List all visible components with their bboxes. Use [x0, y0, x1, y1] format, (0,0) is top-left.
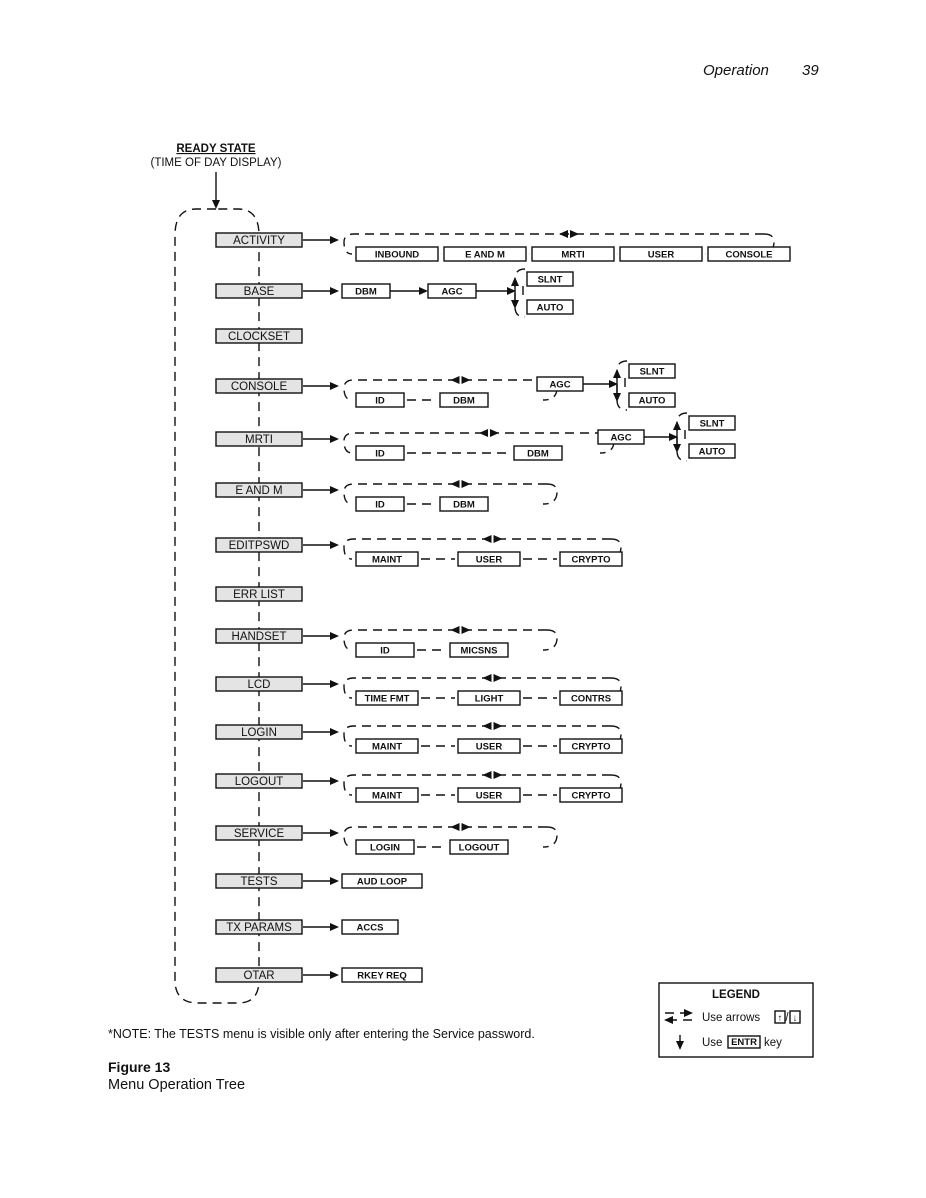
menu-label-base: BASE: [243, 286, 275, 298]
submenu-label-console: CONSOLE: [725, 249, 773, 261]
header-page-number: 39: [802, 62, 819, 79]
ready-state-subtitle: (TIME OF DAY DISPLAY): [150, 157, 282, 169]
submenu-label-id: ID: [375, 499, 385, 511]
submenu-label-crypto: CRYPTO: [571, 741, 611, 753]
submenu-label-user: USER: [475, 790, 503, 802]
submenu-label-id: ID: [375, 395, 385, 407]
menu-connector-arrow-mrti: [330, 435, 339, 443]
submenu-label-maint: MAINT: [371, 554, 403, 566]
submenu-label-auto: AUTO: [638, 395, 666, 407]
submenu-label-dbm: DBM: [527, 448, 549, 460]
submenu-label-light: LIGHT: [474, 693, 504, 705]
submenu-label-crypto: CRYPTO: [571, 790, 611, 802]
submenu-label-user: USER: [647, 249, 675, 261]
submenu-loop-right-e-and-m: [543, 484, 557, 504]
legend-enter-suffix: key: [764, 1037, 782, 1049]
menu-label-tests: TESTS: [240, 876, 278, 888]
loop-arrow-right-mrti: [490, 429, 499, 437]
menu-connector-arrow-activity: [330, 236, 339, 244]
menu-connector-arrow-tx-params: [330, 923, 339, 931]
submenu-label-contrs: CONTRS: [570, 693, 612, 705]
menu-label-console: CONSOLE: [230, 381, 288, 393]
menu-label-logout: LOGOUT: [234, 776, 284, 788]
branch-up-arrow: [613, 369, 621, 378]
legend-arrows-text: Use arrows: [702, 1012, 761, 1024]
ready-state-title: READY STATE: [176, 143, 256, 155]
submenu-label-agc: AGC: [441, 286, 463, 298]
loop-arrow-right-login: [494, 722, 503, 730]
menu-connector-arrow-handset: [330, 632, 339, 640]
submenu-label-crypto: CRYPTO: [571, 554, 611, 566]
menu-connector-arrow-service: [330, 829, 339, 837]
submenu-label-micsns: MICSNS: [460, 645, 498, 657]
submenu-label-auto: AUTO: [698, 446, 726, 458]
menu-label-clockset: CLOCKSET: [228, 331, 290, 343]
submenu-label-login: LOGIN: [369, 842, 401, 854]
menu-connector-arrow-lcd: [330, 680, 339, 688]
loop-arrow-right-editpswd: [494, 535, 503, 543]
submenu-label-auto: AUTO: [536, 302, 564, 314]
menu-label-tx-params: TX PARAMS: [226, 922, 292, 934]
loop-arrow-left-activity: [559, 230, 568, 238]
loop-arrow-left-service: [451, 823, 460, 831]
submenu-label-user: USER: [475, 554, 503, 566]
branch-up-arrow: [511, 277, 519, 286]
loop-arrow-right-e-and-m: [462, 480, 471, 488]
header-section-title: Operation: [703, 62, 769, 79]
branch-up-arrow: [673, 421, 681, 430]
submenu-label-id: ID: [380, 645, 390, 657]
loop-arrow-right-console: [462, 376, 471, 384]
menu-label-otar: OTAR: [243, 970, 275, 982]
loop-arrow-left-mrti: [479, 429, 488, 437]
branch-down-arrow: [511, 300, 519, 309]
branch-down-arrow: [613, 393, 621, 402]
menu-connector-arrow-console: [330, 382, 339, 390]
submenu-label-dbm: DBM: [453, 395, 475, 407]
loop-arrow-left-lcd: [483, 674, 492, 682]
loop-arrow-right-service: [462, 823, 471, 831]
submenu-label-agc: AGC: [610, 432, 632, 444]
menu-label-lcd: LCD: [247, 679, 271, 691]
menu-connector-arrow-login: [330, 728, 339, 736]
menu-label-service: SERVICE: [233, 828, 285, 840]
loop-arrow-left-console: [451, 376, 460, 384]
submenu-label-slnt: SLNT: [639, 366, 665, 378]
menu-label-handset: HANDSET: [231, 631, 287, 643]
submenu-label-aud-loop: AUD LOOP: [356, 876, 408, 888]
loop-arrow-left-logout: [483, 771, 492, 779]
menu-connector-arrow-base: [330, 287, 339, 295]
loop-arrow-right-handset: [462, 626, 471, 634]
submenu-label-logout: LOGOUT: [458, 842, 500, 854]
tests-menu-note: *NOTE: The TESTS menu is visible only after entering the Service password.: [108, 1027, 535, 1041]
menu-connector-arrow-tests: [330, 877, 339, 885]
chain-connector-arrow: [419, 287, 428, 295]
figure-caption: Menu Operation Tree: [108, 1077, 246, 1093]
menu-label-activity: ACTIVITY: [233, 235, 285, 247]
menu-label-editpswd: EDITPSWD: [228, 540, 290, 552]
menu-label-err-list: ERR LIST: [233, 589, 285, 601]
submenu-label-mrti: MRTI: [561, 249, 585, 261]
submenu-label-user: USER: [475, 741, 503, 753]
loop-arrow-right-activity: [570, 230, 579, 238]
loop-arrow-left-login: [483, 722, 492, 730]
submenu-label-maint: MAINT: [371, 790, 403, 802]
submenu-label-dbm: DBM: [355, 286, 377, 298]
submenu-label-inbound: INBOUND: [374, 249, 420, 261]
branch-down-arrow: [673, 444, 681, 453]
submenu-label-time-fmt: TIME FMT: [364, 693, 410, 705]
submenu-loop-right-service: [543, 827, 557, 847]
submenu-label-slnt: SLNT: [699, 418, 725, 430]
submenu-label-rkey-req: RKEY REQ: [357, 970, 407, 982]
ready-state-arrow-head: [212, 200, 220, 209]
legend-entr-key: ENTR: [731, 1037, 757, 1048]
loop-arrow-right-lcd: [494, 674, 503, 682]
submenu-label-dbm: DBM: [453, 499, 475, 511]
menu-connector-arrow-logout: [330, 777, 339, 785]
submenu-label-accs: ACCS: [356, 922, 384, 934]
submenu-label-id: ID: [375, 448, 385, 460]
legend-enter-text: Use: [702, 1037, 723, 1049]
menu-connector-arrow-otar: [330, 971, 339, 979]
loop-arrow-left-e-and-m: [451, 480, 460, 488]
submenu-loop-right-handset: [543, 630, 557, 650]
legend-up-key: ↑: [777, 1013, 783, 1024]
menu-connector-arrow-editpswd: [330, 541, 339, 549]
menu-label-login: LOGIN: [241, 727, 277, 739]
legend-title: LEGEND: [712, 989, 760, 1001]
submenu-label-e-and-m: E AND M: [465, 249, 505, 261]
legend-down-key: ↓: [792, 1013, 798, 1024]
submenu-label-slnt: SLNT: [537, 274, 563, 286]
submenu-label-maint: MAINT: [371, 741, 403, 753]
legend-key-separator: /: [785, 1012, 789, 1024]
loop-arrow-left-editpswd: [483, 535, 492, 543]
loop-arrow-left-handset: [451, 626, 460, 634]
menu-label-mrti: MRTI: [245, 434, 273, 446]
menu-connector-arrow-e-and-m: [330, 486, 339, 494]
figure-label: Figure 13: [108, 1059, 171, 1075]
loop-arrow-right-logout: [494, 771, 503, 779]
submenu-label-agc: AGC: [549, 379, 571, 391]
menu-label-e-and-m: E AND M: [235, 485, 283, 497]
